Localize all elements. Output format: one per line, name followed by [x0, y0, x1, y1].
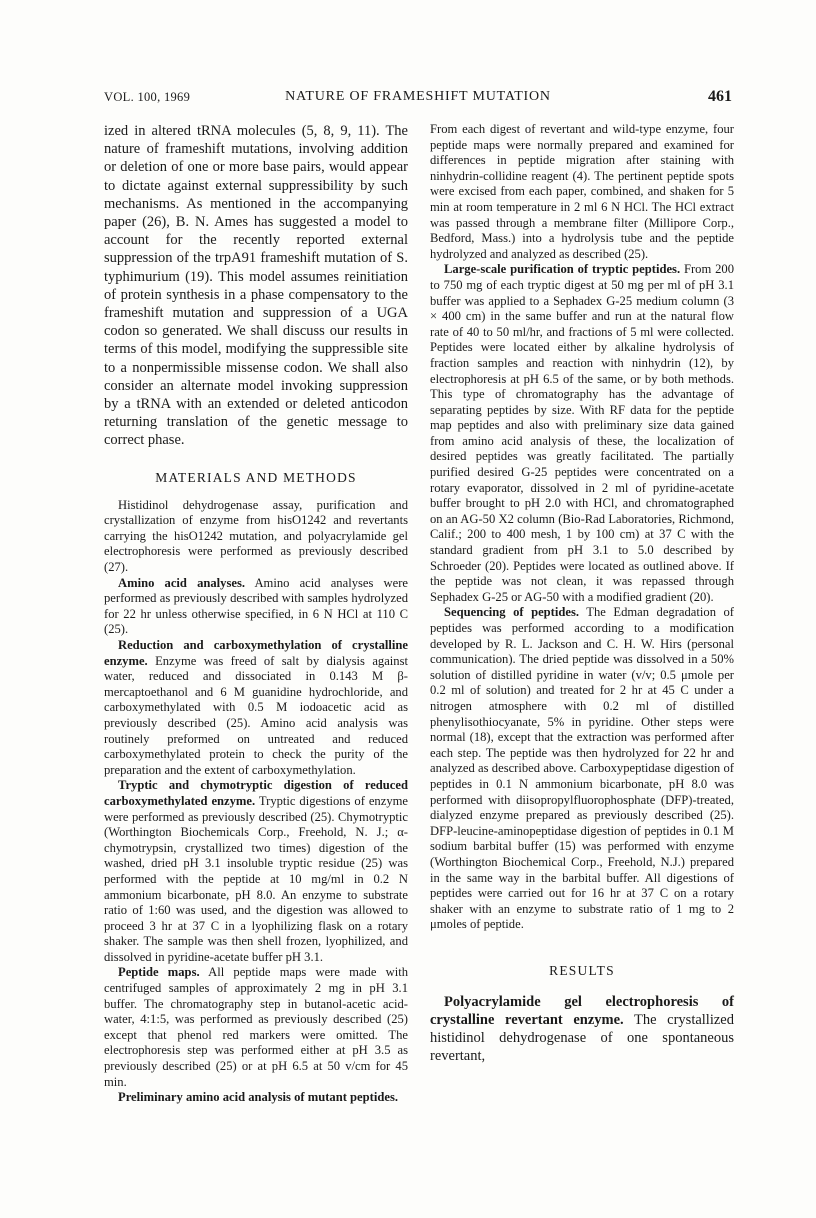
intro-paragraph: ized in altered tRNA molecules (5, 8, 9, 11). The nature of frameshift mutations, involving addition or deletion of one or more base pairs, would appear to dictate against external suppressibility by such mechanisms. As mentioned in the accompanying paper (26), B. N. Ames has suggested a model to account for the recently reported external suppression of the trpA91 frameshift mutation of S. typhimurium (19). This model assumes reinitiation of protein synthesis in a phase compensatory to the frameshift mutation and suppression of a UGA codon so generated. We shall discuss our results in terms of this model, modifying the suppressible site to a nonpermissible missense codon. We shall also consider an alternate model invoking suppression by a tRNA with an extended or deleted anticodon returning translation of the genetic message to correct phase.: [104, 123, 408, 449]
right-column: [430, 122, 734, 1066]
tryptic-digestion-body: Tryptic digestions of enzyme were performed as previously described (25). Chymotryptic (Worthington Biochemicals Corp., Freehold, N. J.; α-chymotrypsin, crystallized two times) digestion of the washed, dried pH 3.1 insoluble tryptic residue (25) was performed with the peptide at 10 mg/ml in 0.2 N ammonium bicarbonate, pH 8.0. An enzyme to substrate ratio of 1:60 was used, and the digestion was allowed to proceed 3 hr at 37 C in a lyophilizing flask on a rotary shaker. The sample was then shell frozen, lyophilized, and dissolved in pyridine-acetate buffer pH 3.1.: [104, 793, 409, 964]
tryptic-digestion-heading: Tryptic and chymotryptic digestion of reduced carboxymethylated enzyme.: [104, 778, 408, 808]
sequencing-body: The Edman degradation of peptides was performed according to a modification developed by R. L. Jackson and C. H. W. Hirs (personal communication). The dried peptide was dissolved in a 50% solution of distilled pyridine in water (v/v; 0.5 μmole per 0.2 ml of solution) and treated for 2 hr at 45 C under a nitrogen atmosphere with 0.2 ml of distilled phenylisothiocyanate, 5% in pyridine. Other steps were normal (18), except that the extraction was performed after each step. The peptide was then hydrolyzed for 22 hr and analyzed as described above. Carboxypeptidase digestion of peptides in 0.1 N ammonium bicarbonate, pH 8.0 was performed with diisopropylfluorophosphate (DFP)-treated, dialyzed enzyme prepared as previously described (25). DFP-leucine-aminopeptidase digestion of peptides in 0.1 M sodium barbital buffer (15) was performed with enzyme (Worthington Biochemical Corp., Freehold, N.J.) prepared in the same way in the barbital buffer. All digestions of peptides were carried out for 16 hr at 37 C on a rotary shaker with an enzyme to substrate ratio of 1 mg to 2 μmoles of peptide.: [430, 605, 734, 932]
results-paragraph: [430, 993, 734, 1066]
preliminary-analysis-heading: Preliminary amino acid analysis of mutant peptides.: [118, 1090, 398, 1105]
left-column: [104, 122, 408, 1106]
large-scale-purification-body: From 200 to 750 mg of each tryptic digest at 50 mg per ml of pH 3.1 buffer was applied to a Sephadex G-25 medium column (3 × 400 cm) in the same buffer and run at the natural flow rate of 40 to 50 ml/hr, and fractions of 5 ml were collected. Peptides were located either by alkaline hydrolysis of fraction samples and reaction with ninhydrin (12), by electrophoresis at pH 6.5 of the same, or by both methods. This type of chromatography has the advantage of separating peptides by size. With RF data for the peptide map peptides and also with preliminary size data gained from amino acid analysis of these, the localization of desired peptides was greatly facilitated. The partially purified desired G-25 peptides were concentrated on a rotary evaporator, dissolved in 2 ml of pyridine-acetate buffer brought to pH 2.0 with HCl, and chromatographed on an AG-50 X2 column (Bio-Rad Laboratories, Richmond, Calif.; 200 to 400 mesh, 1 by 100 cm) at 37 C with the standard gradient from pH 3.1 to 5.0 described by Schroeder (20). Peptides were located as outlined above. If the peptide was not clean, it was repassed through Sephadex G-25 or AG-50 with a modified gradient (20).: [430, 262, 734, 604]
preliminary-analysis-paragraph: [104, 1090, 408, 1106]
amino-acid-analyses-paragraph: [104, 576, 408, 638]
reduction-heading: Reduction and carboxymethylation of crystalline enzyme.: [104, 638, 408, 668]
results-heading: RESULTS: [549, 962, 615, 978]
large-scale-purification-heading: Large-scale purification of tryptic peptides.: [444, 262, 681, 277]
reduction-paragraph: [104, 638, 408, 778]
page-number: 461: [708, 88, 732, 105]
amino-acid-analyses-heading: Amino acid analyses.: [118, 575, 246, 590]
amino-acid-analyses-body: Amino acid analyses were performed as previously described with samples hydrolyzed for 22 hr unless otherwise specified, in 6 N HCl at 110 C (25).: [104, 575, 408, 637]
methods-heading: MATERIALS AND METHODS: [155, 469, 357, 485]
preliminary-analysis-continued: From each digest of revertant and wild-type enzyme, four peptide maps were normally prepared and examined for differences in peptide migration after staining with ninhydrin-collidine reagent (4). The pertinent peptide spots were excised from each paper, combined, and shaken for 5 min at room temperature in 2 ml 6 N HCl. The HCl extract was passed through a membrane filter (Millipore Corp., Bedford, Mass.) into a hydrolysis tube and the peptide hydrolyzed and analyzed as described (25).: [430, 122, 734, 261]
peptide-maps-heading: Peptide maps.: [118, 965, 200, 980]
journal-volume: VOL. 100, 1969: [104, 90, 191, 104]
tryptic-digestion-paragraph: [104, 778, 408, 965]
peptide-maps-body: All peptide maps were made with centrifuged samples of approximately 2 mg in pH 3.1 buffer. The chromatography step in butanol-acetic acid-water, 4:1:5, was performed as previously described (25) except that phenol red markers were omitted. The electrophoresis step was performed either at pH 3.5 as previously described (25) or at pH 6.5 at 50 v/cm for 45 min.: [104, 965, 409, 1089]
peptide-maps-paragraph: [104, 965, 408, 1090]
reduction-body: Enzyme was freed of salt by dialysis against water, reduced and dissociated in 0.143 M β-mercaptoethanol and 6 M guanidine hydrochloride, and carboxymethylated with 0.5 M iodoacetic acid as previously described (25). Amino acid analysis was routinely preformed on untreated and reduced carboxymethylated protein to check the purity of the preparation and the extent of carboxymethylation.: [104, 653, 408, 777]
results-subheading: Polyacrylamide gel electrophoresis of crystalline revertant enzyme.: [430, 993, 734, 1029]
running-title: NATURE OF FRAMESHIFT MUTATION: [285, 89, 551, 104]
sequencing-heading: Sequencing of peptides.: [444, 605, 580, 620]
methods-intro-paragraph: Histidinol dehydrogenase assay, purification and crystallization of enzyme from hisO1242 and revertants carrying the hisO1242 mutation, and polyacrylamide gel electrophoresis were performed as previously described (27).: [104, 497, 408, 575]
running-header: [104, 88, 732, 112]
large-scale-purification-paragraph: [430, 262, 734, 605]
sequencing-paragraph: [430, 605, 734, 932]
results-body: The crystallized histidinol dehydrogenase of one spontaneous revertant,: [430, 1012, 734, 1065]
